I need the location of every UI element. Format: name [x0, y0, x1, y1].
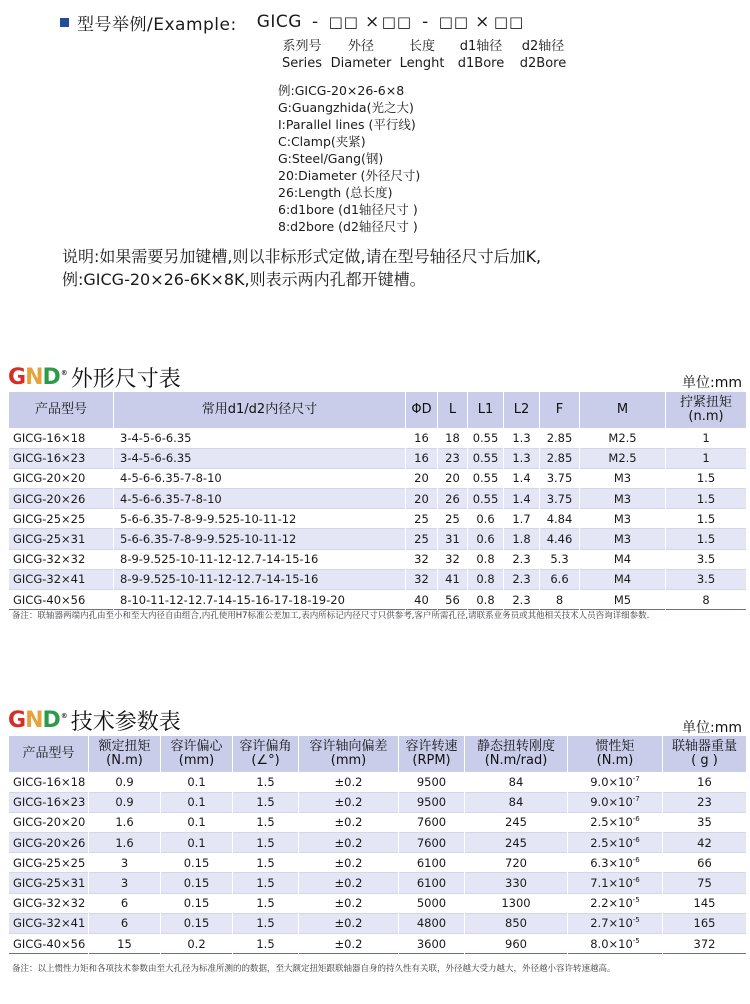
table-cell: 35	[663, 812, 747, 832]
table-cell: 330	[465, 873, 568, 893]
col-header: 常用d1/d2内径尺寸	[114, 392, 406, 428]
table-cell: 0.55	[468, 468, 504, 488]
table-cell	[568, 853, 663, 873]
table-cell	[568, 893, 663, 913]
table-cell: 0.55	[468, 428, 504, 448]
table-row	[9, 590, 747, 610]
table-cell: 42	[663, 833, 747, 853]
table-cell: 1.4	[504, 468, 540, 488]
example-box-d1: □□	[438, 13, 470, 31]
table-cell: 40	[406, 590, 438, 610]
table-cell: 245	[465, 833, 568, 853]
table-cell: 66	[663, 853, 747, 873]
table-cell: GICG-32×32	[9, 549, 114, 569]
table-cell: 1.5	[666, 468, 747, 488]
table-cell: 32	[406, 549, 438, 569]
table-cell: 1.5	[666, 529, 747, 549]
table-cell: 0.8	[468, 590, 504, 610]
col-header: F	[540, 392, 580, 428]
table-cell: 0.15	[161, 913, 233, 933]
col-header: 产品型号	[9, 392, 114, 428]
note-line: I:Parallel lines (平行线)	[278, 117, 416, 132]
table-title-text: 外形尺寸表	[70, 367, 181, 392]
col-header: 静态扭转刚度 (N.m/rad)	[465, 736, 568, 772]
col-header: M	[580, 392, 666, 428]
table-cell: 1.5	[233, 792, 299, 812]
example-times: ×	[475, 12, 490, 32]
table-cell: 0.9	[89, 772, 161, 792]
table-cell: 3600	[399, 934, 465, 954]
table-cell: M3	[580, 529, 666, 549]
explanation-line: 说明:如果需要另加键槽,则以非标形式定做,请在型号轴径尺寸后加K,	[62, 247, 542, 266]
square-bullet-icon	[60, 18, 69, 27]
inertia-exponent: -7	[632, 774, 640, 783]
dimensions-table-title	[8, 362, 181, 393]
table-cell: GICG-25×31	[9, 873, 89, 893]
table-cell: 1	[666, 448, 747, 468]
keyway-explanation	[62, 245, 541, 291]
col-header: 惯性矩 (N.m)	[568, 736, 663, 772]
table-cell: 1.6	[89, 812, 161, 832]
inertia-exponent: -6	[632, 855, 640, 864]
table-cell: M3	[580, 509, 666, 529]
table-cell: ±0.2	[299, 853, 399, 873]
table-row	[9, 529, 747, 549]
table-cell: ±0.2	[299, 772, 399, 792]
table-row	[9, 509, 747, 529]
model-example-row	[60, 10, 524, 34]
table-cell: 0.8	[468, 569, 504, 589]
inertia-mantissa: 2.2×10	[590, 896, 633, 911]
table-cell: ±0.2	[299, 873, 399, 893]
table-cell	[568, 913, 663, 933]
col-header: 容许轴向偏差 (mm)	[299, 736, 399, 772]
example-model: GICG	[256, 12, 302, 32]
field-label-length: 长度 Lenght	[399, 39, 445, 71]
table-header-row	[9, 392, 747, 428]
table-cell: 0.1	[161, 812, 233, 832]
table-cell: GICG-20×20	[9, 812, 89, 832]
table-cell: 32	[406, 569, 438, 589]
table-cell: 0.9	[89, 792, 161, 812]
table-cell: 8-10-11-12-12.7-14-15-16-17-18-19-20	[114, 590, 406, 610]
code-notes	[278, 82, 420, 235]
table-cell: 56	[438, 590, 468, 610]
table-cell: 372	[663, 934, 747, 954]
table-cell: 16	[406, 448, 438, 468]
table-cell: 3.75	[540, 468, 580, 488]
table-cell: 1.5	[233, 833, 299, 853]
dimensions-footnote: 备注：联轴器两端内孔由至小和至大内径自由组合,内孔使用H7标准公差加工,表内所标记内径尺寸只供参考,客户所需孔径,请联系业务员或其他相关技术人员咨询详细参数.	[12, 611, 650, 621]
table-cell: 1.7	[504, 509, 540, 529]
col-header: 容许转速 (RPM)	[399, 736, 465, 772]
table-cell: 25	[406, 529, 438, 549]
table-cell: 2.3	[504, 569, 540, 589]
table-cell: 850	[465, 913, 568, 933]
table-row	[9, 812, 747, 832]
table-cell: GICG-40×56	[9, 934, 89, 954]
table-cell: ±0.2	[299, 792, 399, 812]
col-header: L	[438, 392, 468, 428]
table-cell: 0.15	[161, 873, 233, 893]
example-box-length: □□	[381, 13, 413, 31]
table-cell: 3-4-5-6-6.35	[114, 428, 406, 448]
inertia-mantissa: 6.3×10	[590, 855, 633, 870]
table-cell: 2.85	[540, 448, 580, 468]
table-cell: 26	[438, 489, 468, 509]
note-line: C:Clamp(夹紧)	[278, 134, 366, 149]
table-row	[9, 448, 747, 468]
table-cell: 32	[438, 549, 468, 569]
table-cell: 145	[663, 893, 747, 913]
inertia-mantissa: 7.1×10	[590, 876, 633, 891]
table-cell: GICG-32×41	[9, 913, 89, 933]
table-cell	[568, 792, 663, 812]
table-row	[9, 873, 747, 893]
table-cell: 5-6-6.35-7-8-9-9.525-10-11-12	[114, 529, 406, 549]
table-cell: 84	[465, 772, 568, 792]
table-cell: 3.75	[540, 489, 580, 509]
table-cell: 1.5	[233, 934, 299, 954]
table-cell: 20	[438, 468, 468, 488]
table-cell: 1.3	[504, 428, 540, 448]
table-cell: 23	[663, 792, 747, 812]
example-box-diameter: □□	[328, 13, 359, 31]
inertia-mantissa: 2.5×10	[590, 835, 633, 850]
table-cell: GICG-16×18	[9, 428, 114, 448]
note-line: 例:GICG-20×26-6×8	[278, 83, 405, 98]
inertia-exponent: -6	[632, 835, 640, 844]
table-cell: 15	[89, 934, 161, 954]
table-cell: 2.3	[504, 590, 540, 610]
table-cell: 1.5	[666, 509, 747, 529]
inertia-mantissa: 9.0×10	[590, 795, 633, 810]
table-cell: 9500	[399, 772, 465, 792]
inertia-exponent: -5	[632, 936, 640, 945]
table-cell: 8	[666, 590, 747, 610]
table-cell	[568, 812, 663, 832]
table-row	[9, 428, 747, 448]
table-cell: GICG-16×23	[9, 448, 114, 468]
col-header: 容许偏心 (mm)	[161, 736, 233, 772]
table-cell: GICG-16×18	[9, 772, 89, 792]
table-cell: 25	[438, 509, 468, 529]
table-cell: 2.85	[540, 428, 580, 448]
inertia-mantissa: 2.7×10	[590, 916, 633, 931]
field-label-diameter: 外径 Diameter	[330, 39, 392, 71]
table-cell: 4-5-6-6.35-7-8-10	[114, 468, 406, 488]
table-cell: 0.55	[468, 448, 504, 468]
table-cell: M2.5	[580, 428, 666, 448]
table-cell: 1.5	[233, 913, 299, 933]
table-cell: 5.3	[540, 549, 580, 569]
col-header: 容许偏角 (∠°)	[233, 736, 299, 772]
gnd-logo: G N D ®	[8, 708, 67, 733]
table-cell: M4	[580, 569, 666, 589]
table-cell: 960	[465, 934, 568, 954]
example-dash: -	[422, 12, 429, 32]
table-cell: 1.8	[504, 529, 540, 549]
table-cell: ±0.2	[299, 812, 399, 832]
table-cell: M3	[580, 468, 666, 488]
table-cell: 3.5	[666, 549, 747, 569]
table-cell: 6	[89, 893, 161, 913]
table-cell: 16	[663, 772, 747, 792]
table-cell: GICG-32×41	[9, 569, 114, 589]
inertia-mantissa: 9.0×10	[590, 774, 633, 789]
table-cell: 8-9-9.525-10-11-12-12.7-14-15-16	[114, 569, 406, 589]
table-cell: ±0.2	[299, 913, 399, 933]
col-header: L1	[468, 392, 504, 428]
table-cell	[568, 772, 663, 792]
table-row	[9, 468, 747, 488]
example-dash: -	[311, 12, 319, 32]
table-cell: 3-4-5-6-6.35	[114, 448, 406, 468]
table-row	[9, 853, 747, 873]
inertia-exponent: -6	[632, 876, 640, 885]
table-cell: GICG-25×25	[9, 853, 89, 873]
table-cell: GICG-16×23	[9, 792, 89, 812]
note-line: 20:Diameter (外径尺寸)	[278, 168, 421, 183]
table-cell: 1.5	[666, 489, 747, 509]
table-cell: 3.5	[666, 569, 747, 589]
table-cell: 1.3	[504, 448, 540, 468]
example-heading: 型号举例/Example:	[77, 14, 237, 35]
table-cell: 0.15	[161, 853, 233, 873]
table-cell: 0.1	[161, 792, 233, 812]
inertia-exponent: -5	[632, 916, 640, 925]
table-cell: 0.6	[468, 509, 504, 529]
table-cell: 0.55	[468, 489, 504, 509]
table-cell: M2.5	[580, 448, 666, 468]
table-row	[9, 893, 747, 913]
table-cell: 6100	[399, 853, 465, 873]
table-cell: 3	[89, 853, 161, 873]
table-cell: 4-5-6-6.35-7-8-10	[114, 489, 406, 509]
table-cell: 1.4	[504, 489, 540, 509]
note-line: 6:d1bore (d1轴径尺寸 )	[278, 202, 418, 217]
table-row	[9, 489, 747, 509]
table-cell: 23	[438, 448, 468, 468]
table-cell: 5-6-6.35-7-8-9-9.525-10-11-12	[114, 509, 406, 529]
table-cell: GICG-20×26	[9, 489, 114, 509]
table-cell: ±0.2	[299, 833, 399, 853]
table-title-text: 技术参数表	[70, 710, 181, 735]
table-cell: 7600	[399, 812, 465, 832]
table-cell: 720	[465, 853, 568, 873]
field-label-series: 系列号 Series	[282, 39, 322, 71]
col-header: L2	[504, 392, 540, 428]
table-cell	[568, 833, 663, 853]
table-cell: 0.6	[468, 529, 504, 549]
table-header-row	[9, 736, 747, 772]
table-cell: GICG-25×31	[9, 529, 114, 549]
col-header: 产品型号	[9, 736, 89, 772]
table-row	[9, 792, 747, 812]
table-cell: GICG-20×20	[9, 468, 114, 488]
table-row	[9, 913, 747, 933]
table-row	[9, 772, 747, 792]
table-row	[9, 934, 747, 954]
table-cell: 16	[406, 428, 438, 448]
table-row	[9, 833, 747, 853]
table-cell: 1	[666, 428, 747, 448]
table-cell: 5000	[399, 893, 465, 913]
col-header: ΦD	[406, 392, 438, 428]
table-row	[9, 549, 747, 569]
field-label-d1bore: d1轴径 d1Bore	[457, 39, 505, 71]
col-header: 联轴器重量 ( g )	[663, 736, 747, 772]
table-cell: 6.6	[540, 569, 580, 589]
note-line: 8:d2bore (d2轴径尺寸 )	[278, 219, 418, 234]
table-cell: 4800	[399, 913, 465, 933]
table-cell: GICG-25×25	[9, 509, 114, 529]
technical-table	[8, 736, 747, 954]
field-label-d2bore: d2轴径 d2Bore	[519, 39, 567, 71]
gnd-logo: G N D ®	[8, 365, 67, 390]
table-cell: 20	[406, 489, 438, 509]
table-cell: 18	[438, 428, 468, 448]
technical-footnote: 备注：以上惯性力矩和各项技术参数由至大孔径为标准所测的的数据，至大额定扭矩跟联轴器自身的持久性有关联，外径越大受力越大，外径越小容许转速越高。	[12, 964, 616, 974]
note-line: G:Steel/Gang(钢)	[278, 151, 384, 166]
table-cell: 25	[406, 509, 438, 529]
table-cell: 1.6	[89, 833, 161, 853]
table-cell: 1.5	[233, 812, 299, 832]
table-cell: 0.15	[161, 893, 233, 913]
explanation-line: 例:GICG-20×26-6K×8K,则表示两内孔都开键槽。	[62, 270, 426, 289]
table-cell: 1.5	[233, 853, 299, 873]
table-cell: 31	[438, 529, 468, 549]
note-line: 26:Length (总长度)	[278, 185, 393, 200]
table-cell: 165	[663, 913, 747, 933]
inertia-mantissa: 8.0×10	[590, 936, 633, 951]
col-header: 拧紧扭矩 (n.m)	[666, 392, 747, 428]
table-cell: 41	[438, 569, 468, 589]
table-cell: 2.3	[504, 549, 540, 569]
table-cell: 0.1	[161, 772, 233, 792]
technical-unit-label: 单位:mm	[682, 720, 742, 736]
table-cell: 9500	[399, 792, 465, 812]
table-cell: ±0.2	[299, 934, 399, 954]
table-cell: 245	[465, 812, 568, 832]
table-cell: 0.1	[161, 833, 233, 853]
inertia-exponent: -6	[632, 815, 640, 824]
dimensions-table	[8, 392, 747, 610]
table-cell: 1.5	[233, 893, 299, 913]
table-cell: 84	[465, 792, 568, 812]
col-header: 额定扭矩 (N.m)	[89, 736, 161, 772]
table-cell: 75	[663, 873, 747, 893]
table-cell: M3	[580, 489, 666, 509]
table-cell: 3	[89, 873, 161, 893]
dimensions-unit-label: 单位:mm	[682, 375, 742, 391]
inertia-exponent: -7	[632, 795, 640, 804]
table-cell: GICG-20×26	[9, 833, 89, 853]
table-cell: 20	[406, 468, 438, 488]
table-cell: 8	[540, 590, 580, 610]
table-cell: 1.5	[233, 873, 299, 893]
table-cell: 4.46	[540, 529, 580, 549]
table-cell: ±0.2	[299, 893, 399, 913]
table-cell: M4	[580, 549, 666, 569]
table-cell: 6	[89, 913, 161, 933]
technical-table-title	[8, 705, 181, 736]
table-cell: 0.8	[468, 549, 504, 569]
table-cell: 4.84	[540, 509, 580, 529]
table-cell: 6100	[399, 873, 465, 893]
inertia-mantissa: 2.5×10	[590, 815, 633, 830]
table-row	[9, 569, 747, 589]
note-line: G:Guangzhida(光之大)	[278, 100, 414, 115]
table-cell: M5	[580, 590, 666, 610]
table-cell: 1.5	[233, 772, 299, 792]
table-cell	[568, 934, 663, 954]
table-cell: 8-9-9.525-10-11-12-12.7-14-15-16	[114, 549, 406, 569]
example-times: ×	[364, 12, 380, 32]
table-cell: GICG-32×32	[9, 893, 89, 913]
inertia-exponent: -5	[632, 896, 640, 905]
table-cell: 7600	[399, 833, 465, 853]
table-cell	[568, 873, 663, 893]
example-box-d2: □□	[493, 13, 525, 31]
table-cell: 0.2	[161, 934, 233, 954]
table-cell: GICG-40×56	[9, 590, 114, 610]
table-cell: 1300	[465, 893, 568, 913]
